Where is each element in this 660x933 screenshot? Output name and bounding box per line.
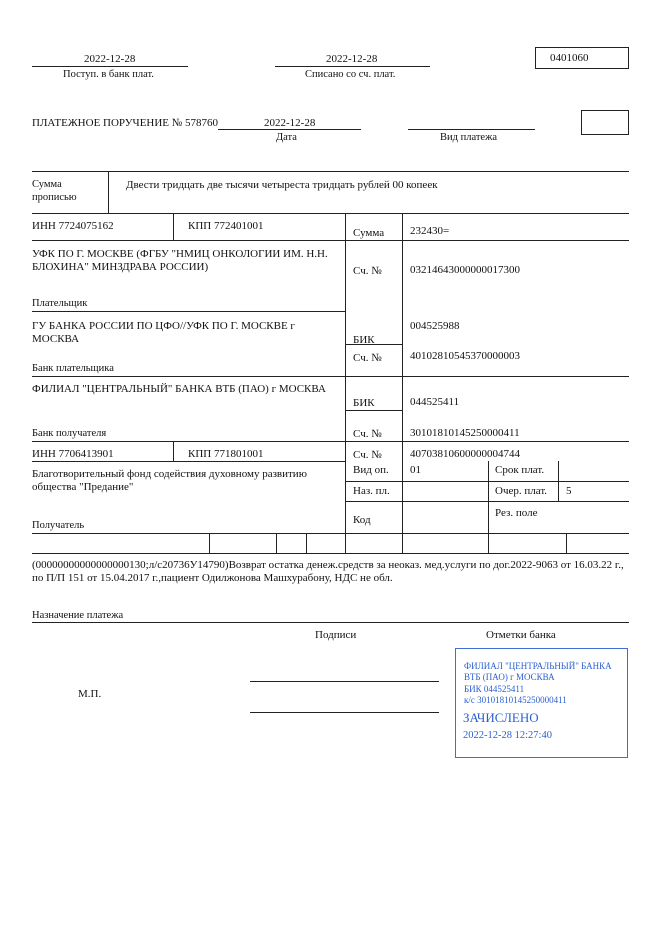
payee-kpp: КПП 771801001 <box>188 448 264 460</box>
form-code: 0401060 <box>550 52 589 64</box>
sum-label: Сумма <box>353 227 385 239</box>
payee-bank-bik-label: БИК <box>353 397 375 409</box>
payee-inn-divider <box>173 441 174 461</box>
tax-cell-2 <box>276 533 277 553</box>
amount-words-divider <box>108 171 109 213</box>
payer-kpp: КПП 772401001 <box>188 220 264 232</box>
payee-name: Благотворительный фонд содействия духовному развитию общества "Предание" <box>32 468 307 493</box>
payee-inn: ИНН 7706413901 <box>32 448 114 460</box>
ocher-label: Очер. плат. <box>495 485 548 497</box>
payer-account: 03214643000000017300 <box>410 264 520 276</box>
date-debited-label: Списано со сч. плат. <box>305 69 396 80</box>
kod-label: Код <box>353 514 371 526</box>
signature-line-1 <box>250 681 439 682</box>
vid-op-bottom-line <box>345 481 629 482</box>
payee-bank-bik-line <box>345 410 402 411</box>
tax-cell-1 <box>209 533 210 553</box>
payment-type-label: Вид платежа <box>440 132 498 143</box>
tax-row-bottom-line <box>32 553 629 554</box>
payer-bank-bottom-line <box>32 376 629 377</box>
naz-label: Наз. пл. <box>353 485 390 497</box>
ocher-value-divider <box>558 481 559 501</box>
srok-value-divider <box>558 461 559 481</box>
payer-inn-bottom-line <box>32 240 345 241</box>
payer-account-label: Сч. № <box>353 265 382 277</box>
stamp-status: ЗАЧИСЛЕНО <box>463 710 539 725</box>
payee-account: 40703810600000004744 <box>410 448 520 460</box>
order-date-label: Дата <box>276 132 297 143</box>
amount-bottom-line <box>32 213 629 214</box>
signature-line-2 <box>250 712 439 713</box>
purpose-bottom-line <box>32 622 629 623</box>
amount-words-label-2: прописью <box>32 192 77 203</box>
vid-op-label: Вид оп. <box>353 464 389 476</box>
mp-label: М.П. <box>78 688 102 700</box>
bank-stamp <box>455 648 628 758</box>
payer-inn-divider <box>173 213 174 240</box>
amount-top-line <box>32 171 629 172</box>
sum-value: 232430= <box>410 225 450 237</box>
payee-bank-label: Банк получателя <box>32 428 107 439</box>
payer-label: Плательщик <box>32 298 88 309</box>
stamp-bank-line: ФИЛИАЛ "ЦЕНТРАЛЬНЫЙ" БАНКА ВТБ (ПАО) г МОСКВА <box>464 661 612 682</box>
payee-label: Получатель <box>32 520 85 531</box>
payee-bank-name: ФИЛИАЛ "ЦЕНТРАЛЬНЫЙ" БАНКА ВТБ (ПАО) г МОСКВА <box>32 383 326 395</box>
main-col-left <box>345 213 346 553</box>
payee-bank-bottom-line <box>32 441 345 442</box>
payer-bottom-line <box>32 311 345 312</box>
purpose-label: Назначение платежа <box>32 610 124 621</box>
date-received-line <box>32 66 188 67</box>
payee-bank-right-line <box>345 441 629 442</box>
payee-inn-bottom-line <box>32 461 345 462</box>
stamp-datetime: 2022-12-28 12:27:40 <box>463 730 552 741</box>
stamp-bik: БИК 044525411 <box>464 684 525 694</box>
payer-bank-name: ГУ БАНКА РОССИИ ПО ЦФО//УФК ПО Г. МОСКВЕ г МОСКВА <box>32 320 295 345</box>
payer-bank-bik-label: БИК <box>353 334 375 346</box>
payer-name: УФК ПО Г. МОСКВЕ (ФГБУ "НМИЦ ОНКОЛОГИИ ИМ. Н.Н. БЛОХИНА" МИНЗДРАВА РОССИИ) <box>32 248 328 273</box>
tax-cell-3 <box>306 533 307 553</box>
payee-bottom-line <box>32 533 629 534</box>
main-col-right <box>402 213 403 553</box>
payer-bank-bik-line <box>345 344 402 345</box>
payer-bank-account: 40102810545370000003 <box>410 350 520 362</box>
amount-words-text: Двести тридцать две тысячи четыреста тридцать рублей 00 копеек <box>126 179 438 191</box>
order-date-line <box>218 129 361 130</box>
srok-label: Срок плат. <box>495 464 545 476</box>
order-title: ПЛАТЕЖНОЕ ПОРУЧЕНИЕ № 578760 <box>32 117 219 129</box>
payee-bank-account: 30101810145250000411 <box>410 427 520 439</box>
payer-bank-account-label: Сч. № <box>353 352 382 364</box>
signatures-label: Подписи <box>315 629 357 641</box>
payee-bank-account-label: Сч. № <box>353 428 382 440</box>
payee-account-label: Сч. № <box>353 449 382 461</box>
rez-label: Рез. поле <box>495 507 538 519</box>
bank-marks-label: Отметки банка <box>486 629 556 641</box>
date-received-label: Поступ. в банк плат. <box>63 69 154 80</box>
naz-bottom-line <box>345 501 629 502</box>
date-debited: 2022-12-28 <box>326 53 378 65</box>
payee-bank-bik: 044525411 <box>410 396 460 408</box>
sum-bottom-line <box>345 240 629 241</box>
vid-op-value: 01 <box>410 464 421 476</box>
payer-bank-label: Банк плательщика <box>32 363 114 374</box>
payer-bank-bik: 004525988 <box>410 320 460 332</box>
payment-type-box <box>581 110 629 135</box>
date-debited-line <box>275 66 430 67</box>
stamp-ks: к/с 30101810145250000411 <box>464 695 567 705</box>
tax-cell-4 <box>488 533 489 553</box>
order-date: 2022-12-28 <box>264 117 316 129</box>
payment-type-line <box>408 129 535 130</box>
date-received: 2022-12-28 <box>84 53 136 65</box>
tax-cell-5 <box>566 533 567 553</box>
amount-words-label-1: Сумма <box>32 179 62 190</box>
payer-inn: ИНН 7724075162 <box>32 220 114 232</box>
purpose-text: (00000000000000000130;л/с20736У14790)Возврат остатка денеж.средств за неоказ. мед.услуги по дог.2022-9063 от 16.03.22 г., по П/П 151 от 15.04.2017 г.,пациент Одилжонова Машхурабону, НДС не обл. <box>32 559 624 584</box>
ocher-value: 5 <box>566 485 572 497</box>
